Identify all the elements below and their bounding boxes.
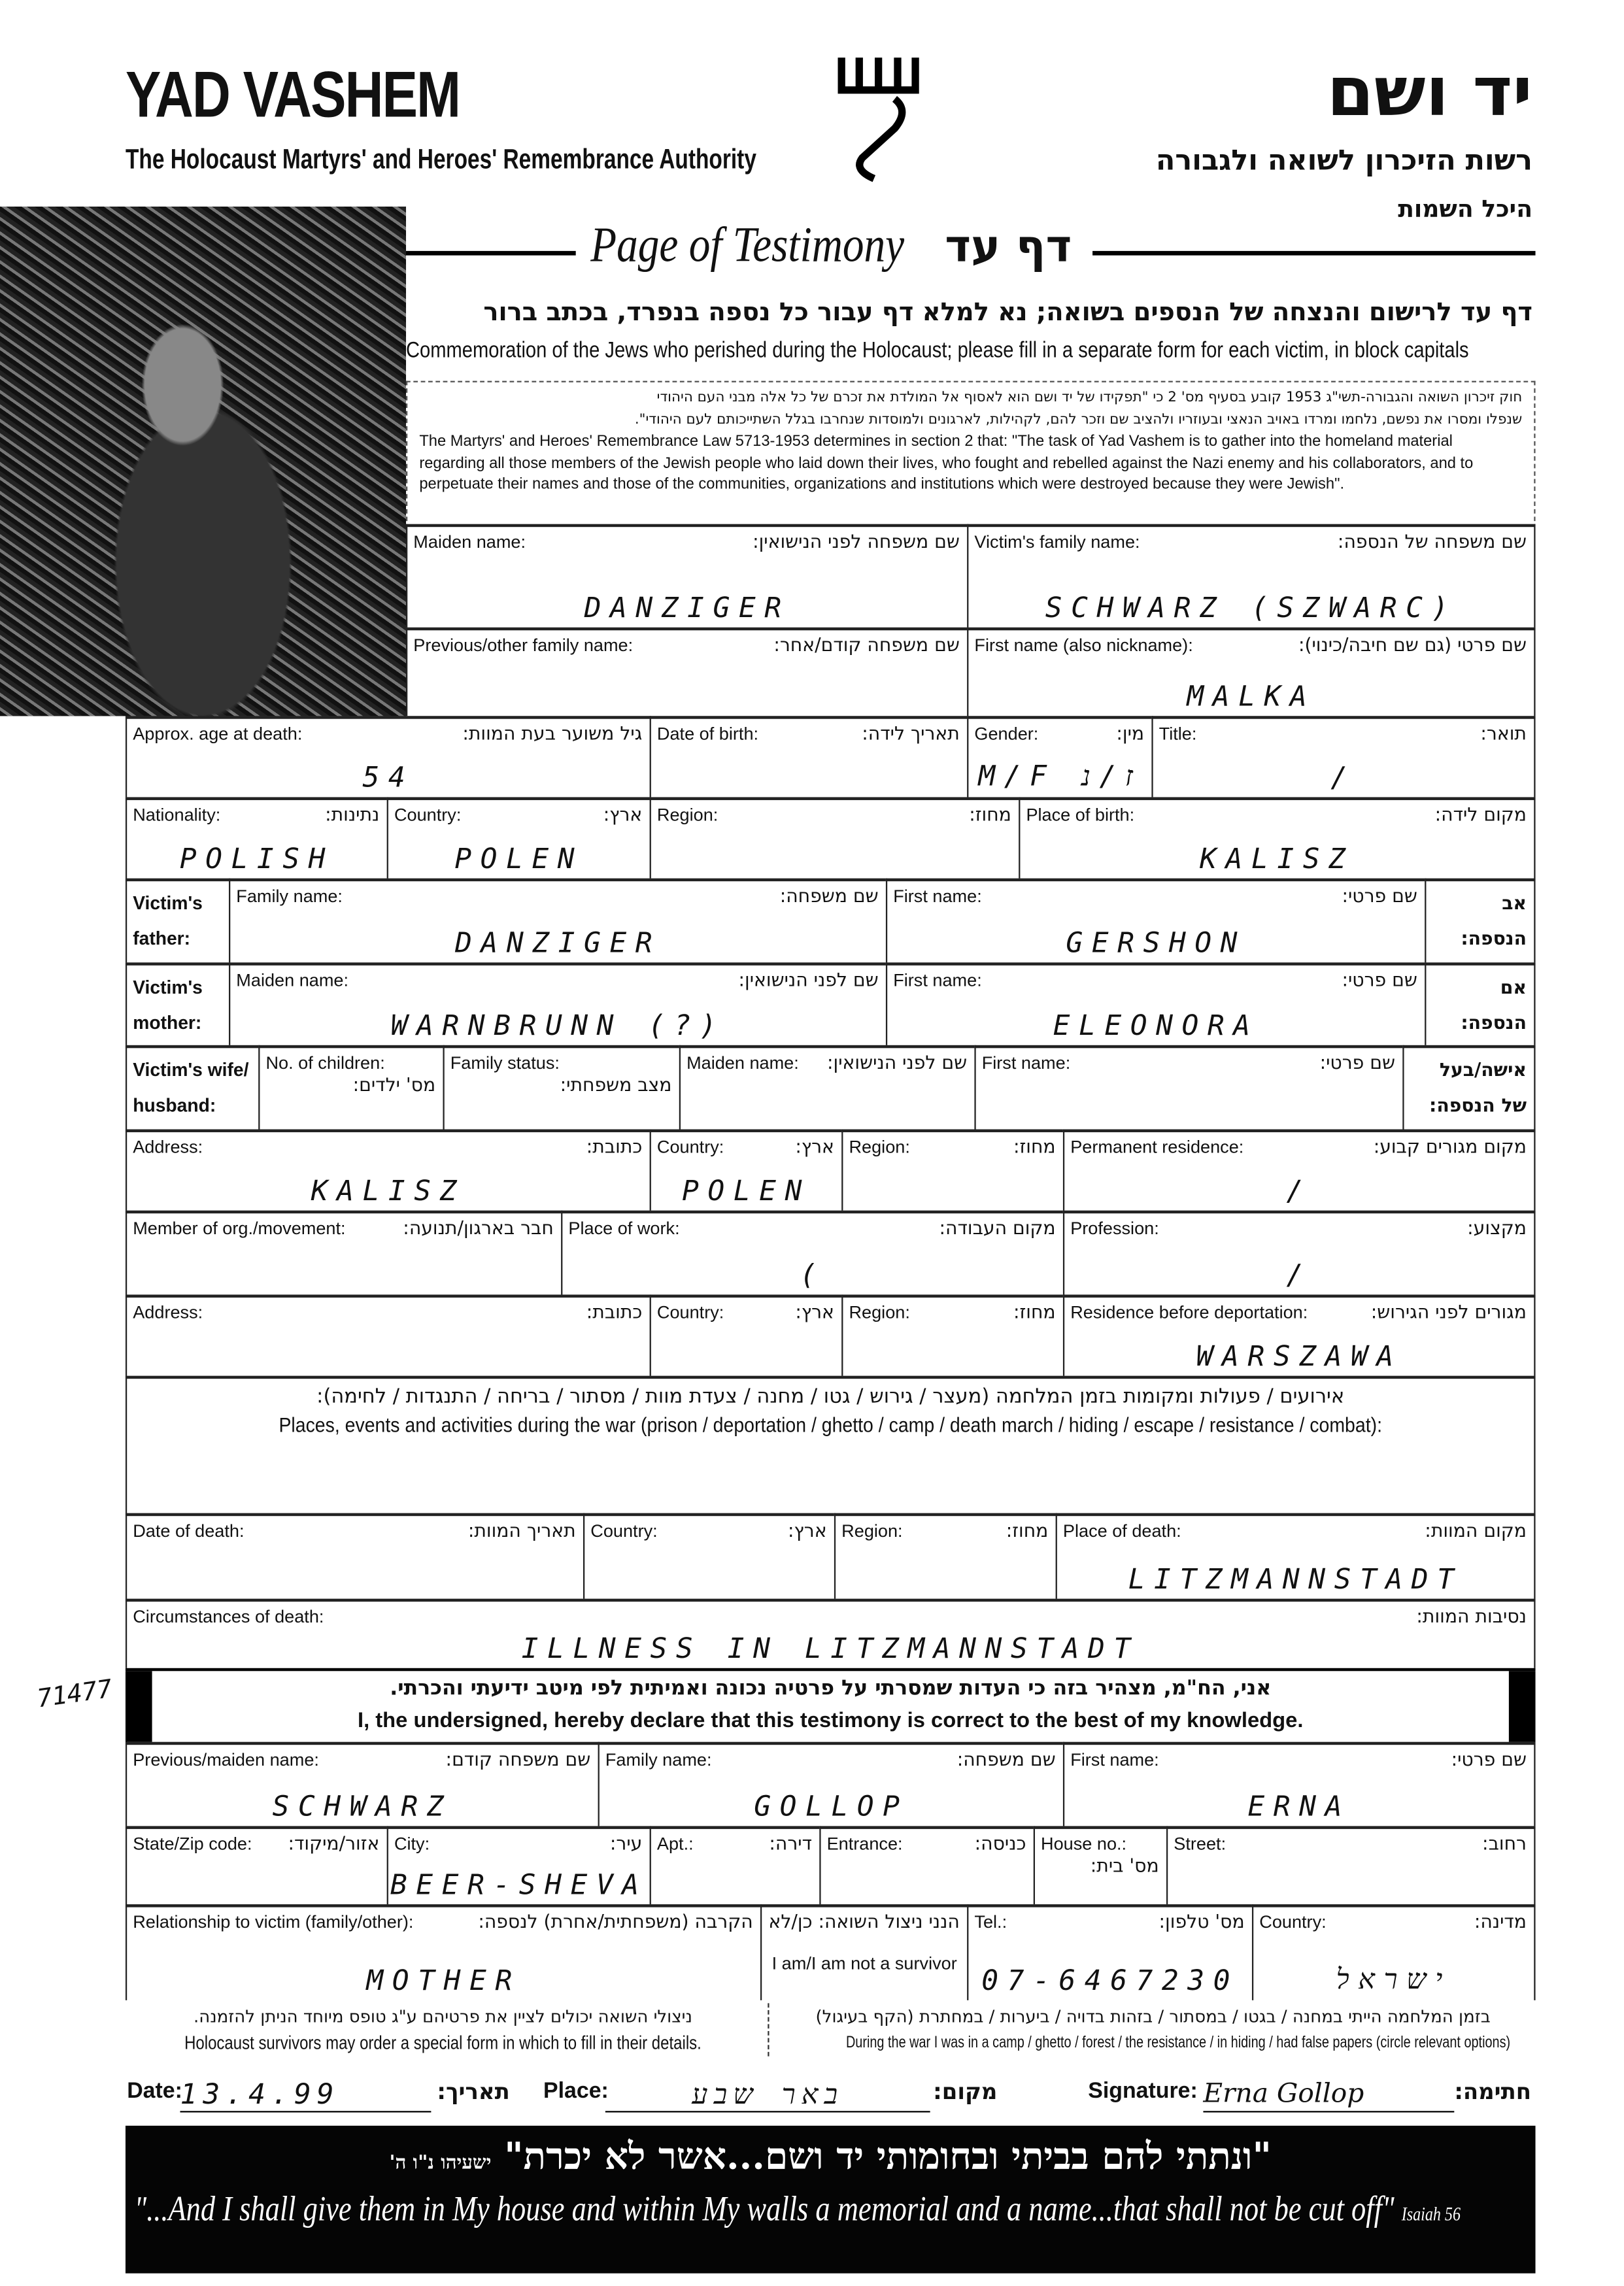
field-value: MOTHER — [366, 1964, 521, 1998]
field-value: 54 — [362, 762, 414, 794]
field-mother-first[interactable] — [886, 962, 1425, 1045]
field-labels — [133, 886, 221, 956]
field-label-hebrew: מקום לידה: — [1434, 803, 1527, 826]
field-sub-house[interactable] — [1034, 1826, 1166, 1904]
field-value: DANZIGER — [584, 592, 790, 625]
field-label-hebrew: שם פרטי: — [1319, 1051, 1395, 1073]
field-label: Region: — [849, 1136, 910, 1158]
field-father-family[interactable] — [229, 879, 886, 963]
field-labels — [1174, 1834, 1527, 1855]
field-labels — [133, 1052, 251, 1123]
field-value: GERSHON — [1066, 927, 1246, 960]
survivor-note-english: Holocaust survivors may order a special form in which to fill in their details. — [184, 2032, 702, 2054]
field-label-hebrew: אב הנספה: — [1461, 891, 1527, 950]
field-label: Member of org./movement: — [133, 1218, 346, 1239]
field-label-hebrew: ארץ: — [795, 1300, 834, 1323]
field-label: Date of birth: — [656, 723, 759, 745]
field-sub-city[interactable] — [387, 1826, 650, 1904]
field-label: Region: — [841, 1520, 903, 1541]
field-labels — [236, 970, 878, 991]
field-labels — [133, 970, 221, 1041]
field-label: Apt.: — [656, 1833, 694, 1855]
field-value: SCHWARZ — [272, 1790, 453, 1823]
field-value: ILLNESS IN LITZMANNSTADT — [521, 1632, 1140, 1666]
field-label: Victim's family name: — [974, 531, 1140, 552]
field-labels — [1070, 1137, 1527, 1158]
field-value: WARNBRUNN (?) — [390, 1009, 726, 1043]
field-sub-tel[interactable] — [967, 1904, 1252, 2000]
field-labels — [1063, 1521, 1527, 1541]
field-label-hebrew: שם משפחה: — [779, 884, 879, 907]
field-region-birth[interactable] — [650, 797, 1019, 878]
field-place-of-death[interactable] — [1056, 1513, 1536, 1599]
field-labels — [1070, 1749, 1527, 1770]
field-nationality[interactable] — [126, 797, 387, 878]
field-label-hebrew: שם פרטי: — [1342, 968, 1417, 991]
banner-cite-english: Isaiah 56 — [1401, 2202, 1461, 2225]
field-spouse-first[interactable] — [974, 1045, 1402, 1130]
field-address2-region[interactable] — [841, 1294, 1063, 1375]
field-gender[interactable] — [967, 716, 1151, 797]
field-labels — [974, 635, 1527, 656]
isaiah-quote-banner — [126, 2126, 1536, 2274]
events-label-hebrew: אירועים / פעולות ומקומות בזמן המלחמה (מעצר / גירוש / גטו / מחנה / צעדת מוות / מסתור / בריחה / התנגדות / לחימה): — [316, 1385, 1345, 1409]
field-label-hebrew: תואר: — [1480, 722, 1527, 745]
field-label-hebrew: שם לפני הנישואין: — [738, 968, 879, 991]
field-label: Residence before deportation: — [1070, 1302, 1308, 1323]
field-labels — [686, 1052, 967, 1073]
field-value: ELEONORA — [1053, 1009, 1259, 1043]
field-labels — [236, 886, 878, 907]
field-labels — [974, 724, 1144, 745]
form-title: Page of Testimony — [590, 218, 905, 273]
field-family-name[interactable] — [967, 524, 1535, 628]
banner-cite-hebrew: ישעיהו נ"ו ה' — [389, 2152, 492, 2175]
field-label-hebrew: שם משפחה של הנספה: — [1337, 529, 1527, 552]
field-labels — [657, 805, 1011, 826]
field-circumstances[interactable] — [126, 1599, 1536, 1668]
field-place-of-birth[interactable] — [1019, 797, 1535, 878]
field-label: Permanent residence: — [1070, 1136, 1244, 1158]
field-label-hebrew: שם פרטי (גם שם חיבה/כינוי): — [1298, 633, 1527, 656]
field-labels — [1070, 1218, 1527, 1239]
place-label: Place: — [543, 2078, 609, 2104]
brand-subtitle: The Holocaust Martyrs' and Heroes' Remembrance Authority — [125, 144, 756, 176]
field-label-hebrew: מדינה: — [1474, 1910, 1527, 1932]
field-labels — [133, 1521, 575, 1541]
intro-english: Commemoration of the Jews who perished during the Holocaust; please fill in a separate form for each victim, in block capitals — [406, 338, 1469, 363]
field-mother-maiden[interactable] — [229, 962, 886, 1045]
field-label-hebrew: תאריך המוות: — [467, 1519, 576, 1541]
field-age[interactable] — [126, 716, 650, 797]
field-labels — [413, 635, 960, 656]
field-labels — [982, 1052, 1395, 1073]
field-spouse-label — [1402, 1045, 1535, 1130]
field-sub-relationship[interactable] — [126, 1904, 760, 2000]
field-label-hebrew: מחוז: — [1013, 1135, 1056, 1158]
field-label: No. of children: — [265, 1052, 385, 1073]
intro-hebrew: דף עד לרישום והנצחה של הנספים בשואה; נא למלא דף עבור כל נספה בנפרד, בכתב ברור — [483, 298, 1533, 328]
events-label-english: Places, events and activities during the war (prison / deportation / ghetto / camp / death march / hiding / escape / resistance / combat): — [279, 1413, 1382, 1437]
field-label: Relationship to victim (family/other): — [133, 1911, 414, 1932]
field-mother-label — [1425, 962, 1535, 1045]
field-labels — [893, 970, 1417, 991]
field-labels — [133, 1911, 753, 1932]
field-label: Country: — [394, 804, 462, 826]
field-label-hebrew: שם לפני הנישואין: — [827, 1051, 968, 1073]
field-label: Family name: — [605, 1749, 712, 1770]
field-value: BEER-SHEVA — [390, 1868, 648, 1902]
field-label-hebrew: שם משפחה: — [956, 1747, 1056, 1770]
field-labels — [568, 1218, 1055, 1239]
field-label-hebrew: ארץ: — [788, 1519, 827, 1541]
field-value: ERNA — [1247, 1790, 1351, 1823]
field-label: State/Zip code: — [133, 1833, 252, 1855]
field-labels — [657, 1302, 834, 1323]
field-label: Maiden name: — [686, 1052, 799, 1073]
field-label: Country: — [656, 1136, 724, 1158]
field-date-of-death[interactable] — [126, 1513, 583, 1599]
field-label: First name: — [893, 885, 982, 907]
field-label-hebrew: מצב משפחתי: — [560, 1073, 672, 1096]
field-place-of-work[interactable] — [561, 1211, 1063, 1295]
field-org[interactable] — [126, 1211, 561, 1295]
field-label: Address: — [133, 1136, 203, 1158]
field-label: Region: — [656, 804, 719, 826]
field-spouse-maiden[interactable] — [679, 1045, 975, 1130]
field-label: First name: — [1070, 1749, 1159, 1770]
wartime-options-note — [768, 2003, 1537, 2056]
field-value: DANZIGER — [455, 927, 662, 960]
signature-value[interactable]: Erna Gollop — [1203, 2079, 1454, 2113]
field-labels — [394, 1834, 642, 1855]
field-labels — [265, 1052, 435, 1095]
field-permanent-residence[interactable] — [1063, 1130, 1536, 1211]
field-label: Address: — [133, 1302, 203, 1323]
field-labels — [590, 1521, 826, 1541]
field-label-hebrew: רחוב: — [1482, 1832, 1527, 1855]
field-address2[interactable] — [126, 1294, 650, 1375]
field-label-hebrew: חבר בארגון/תנועה: — [403, 1216, 554, 1239]
field-label: Country: — [590, 1520, 658, 1541]
field-father-label — [126, 879, 229, 963]
field-label-hebrew: כתובת: — [586, 1135, 643, 1158]
field-label-hebrew: גיל משוער בעת המוות: — [462, 722, 643, 745]
field-labels — [133, 1749, 590, 1770]
field-value: M/F ז/נ — [978, 760, 1142, 793]
field-mother-label — [126, 962, 229, 1045]
field-label-hebrew: הנני ניצול השואה: כן/לא — [768, 1910, 960, 1932]
field-sub-state[interactable] — [126, 1826, 387, 1904]
field-label: Country: — [1259, 1911, 1327, 1932]
field-address2-country[interactable] — [650, 1294, 842, 1375]
field-label-hebrew: מין: — [1116, 722, 1145, 745]
field-labels — [605, 1749, 1056, 1770]
declaration-english: I, the undersigned, hereby declare that this testimony is correct to the best of my knowledge. — [357, 1709, 1304, 1734]
field-sub-survivor[interactable] — [760, 1904, 967, 2000]
field-labels — [1432, 886, 1527, 956]
field-label: Previous/other family name: — [413, 635, 634, 656]
field-value: GOLLOP — [754, 1790, 909, 1823]
field-label: Maiden name: — [236, 969, 349, 991]
field-residence-before[interactable] — [1063, 1294, 1536, 1375]
field-previous-family-name[interactable] — [406, 628, 967, 716]
field-label: Victim's father: — [133, 893, 203, 950]
field-label-hebrew: שם משפחה לפני הנישואין: — [753, 529, 960, 552]
field-value: WARSZAWA — [1196, 1340, 1402, 1373]
field-labels — [657, 1834, 812, 1855]
field-label-hebrew: כניסה: — [974, 1832, 1026, 1855]
field-label-hebrew: אם הנספה: — [1461, 975, 1527, 1034]
field-label: Approx. age at death: — [133, 723, 303, 745]
field-labels — [394, 805, 642, 826]
field-sub-entrance[interactable] — [819, 1826, 1033, 1904]
field-family-status[interactable] — [443, 1045, 679, 1130]
field-label: Family name: — [236, 885, 343, 907]
field-labels — [133, 1606, 1527, 1627]
field-label: First name: — [981, 1052, 1071, 1073]
field-sub-family[interactable] — [598, 1742, 1063, 1826]
field-label-hebrew: דירה: — [769, 1832, 813, 1855]
survivor-note-hebrew: ניצולי השואה יכולים לציין את פרטיהם ע"ג טופס מיוחד הניתן להזמנה. — [194, 2006, 692, 2027]
victim-photo-overlay — [0, 207, 406, 716]
law-text-english: The Martyrs' and Heroes' Remembrance Law 5713-1953 determines in section 2 that: "The task of Yad Vashem is to gather into the homeland material regarding all those members of the Jewish people who laid down their lives, who fought and rebelled against the Nazi enemy and his collaborators, and to perpetuate their names and those of the communities, organizations and institutions which were destroyed because they were Jewish". — [419, 432, 1474, 494]
field-label-hebrew: מס' בית: — [1090, 1854, 1159, 1877]
field-label: Maiden name: — [413, 531, 526, 552]
field-father-first[interactable] — [886, 879, 1425, 963]
field-spouse-label — [126, 1045, 258, 1130]
field-label: Place of work: — [568, 1218, 680, 1239]
field-label-hebrew: מקום העבודה: — [939, 1216, 1056, 1239]
field-label-hebrew: נסיבות המוות: — [1416, 1604, 1527, 1627]
signature-label-hebrew: חתימה: — [1454, 2078, 1532, 2106]
field-label: Entrance: — [826, 1833, 903, 1855]
field-label-hebrew: הקרבה (משפחתית/אחרת) לנספה: — [478, 1910, 753, 1932]
field-label: House no.: — [1041, 1833, 1127, 1855]
field-labels — [133, 1302, 642, 1323]
declaration-hebrew: אני, הח"מ, מצהיר בזה כי העדות שמסרתי על פרטיה נכונה ואמיתית לפי מיטב ידיעתי והכרתי. — [390, 1677, 1272, 1701]
law-text-hebrew-2: שנפלו ומסרו את נפשם, נלחמו ומרדו באויב הנאצי ובעוזריו ולהציב שם וזכר להם, לקהילות, לארגונים ולמוסדות שנחרבו בגלל השתייכותם לעם היהודי". — [634, 411, 1523, 428]
field-label-hebrew: מחוז: — [969, 803, 1011, 826]
field-label: First name (also nickname): — [974, 635, 1193, 656]
field-labels — [841, 1521, 1048, 1541]
field-label-hebrew: מחוז: — [1006, 1519, 1049, 1541]
field-country-birth[interactable] — [387, 797, 650, 878]
field-labels — [1041, 1834, 1159, 1876]
field-labels — [768, 1911, 960, 1932]
field-label-hebrew: שם פרטי: — [1342, 884, 1417, 907]
field-sub-first[interactable] — [1063, 1742, 1536, 1826]
field-label: First name: — [893, 969, 982, 991]
field-labels — [133, 805, 379, 826]
field-labels — [849, 1302, 1055, 1323]
banner-quote-english: "...And I shall give them in My house and within My walls a memorial and a name...that shall not be cut off" Isaiah 56 — [134, 2191, 1461, 2229]
field-labels — [974, 531, 1527, 552]
field-label-hebrew: מקצוע: — [1467, 1216, 1527, 1239]
field-labels — [1159, 724, 1527, 745]
field-children[interactable] — [258, 1045, 443, 1130]
field-label-hebrew: מגורים לפני הגירוש: — [1370, 1300, 1527, 1323]
field-label-hebrew: מחוז: — [1013, 1300, 1056, 1323]
field-labels — [1259, 1911, 1527, 1932]
field-label-hebrew: כתובת: — [586, 1300, 643, 1323]
field-sub-apt[interactable] — [650, 1826, 820, 1904]
field-label-hebrew: מקום המוות: — [1425, 1519, 1527, 1541]
field-label-hebrew: ארץ: — [795, 1135, 834, 1158]
field-label-hebrew: אישה/בעל של הנספה: — [1429, 1058, 1527, 1117]
field-sub-prev-name[interactable] — [126, 1742, 598, 1826]
field-label: Street: — [1174, 1833, 1226, 1855]
field-label: Country: — [656, 1302, 724, 1323]
field-label: Family status: — [450, 1052, 560, 1073]
field-label-hebrew: אזור/מיקוד: — [288, 1832, 380, 1855]
field-labels — [849, 1137, 1055, 1158]
field-label: Victim's mother: — [133, 977, 203, 1034]
field-labels — [1432, 970, 1527, 1041]
field-label-hebrew: שם פרטי: — [1451, 1747, 1527, 1770]
title-rule — [1092, 251, 1535, 256]
field-label: Gender: — [974, 723, 1039, 745]
place-label-hebrew: מקום: — [933, 2078, 998, 2106]
field-value: / — [1286, 1175, 1312, 1208]
signature-label: Signature: — [1088, 2078, 1198, 2104]
field-value: KALISZ — [311, 1175, 466, 1208]
title-rule — [406, 251, 576, 256]
field-labels — [133, 1137, 642, 1158]
field-dob[interactable] — [650, 716, 968, 797]
field-profession[interactable] — [1063, 1211, 1536, 1295]
field-label: Title: — [1159, 723, 1197, 745]
field-label-hebrew: מס' ילדים: — [352, 1073, 436, 1096]
field-first-name[interactable] — [967, 628, 1535, 716]
wartime-note-hebrew: בזמן המלחמה הייתי במחנה / בגטו / במסתור / בזהות בדויה / ביערות / במחתרת (הקף בעיגול) — [815, 2006, 1491, 2027]
field-label: Circumstances of death: — [133, 1605, 324, 1627]
declaration-box — [126, 1668, 1536, 1745]
field-labels — [974, 1911, 1244, 1932]
law-text-hebrew-1: חוק זיכרון השואה והגבורה-תשי"ג 1953 קובע בסעיף מס' 2 כי "תפקידו של יד ושם הוא לאסוף אל המולדת את זכרם של כל אלה מבני העם היהודי — [656, 390, 1523, 407]
field-labels — [1410, 1052, 1527, 1123]
wartime-note-english: During the war I was in a camp / ghetto / forest / the resistance / in hiding / had false papers (circle relevant options) — [845, 2034, 1511, 2052]
field-label: Nationality: — [133, 804, 221, 826]
field-label: Place of birth: — [1026, 804, 1135, 826]
field-address[interactable] — [126, 1130, 650, 1211]
field-address-region[interactable] — [841, 1130, 1063, 1211]
field-label: Date of death: — [133, 1520, 245, 1541]
field-value: POLEN — [454, 843, 584, 876]
field-value: I am/I am not a survivor — [771, 1953, 957, 1974]
field-labels — [413, 531, 960, 552]
field-labels — [133, 1834, 379, 1855]
field-labels — [893, 886, 1417, 907]
banner-quote-hebrew: "ונתתי להם בביתי ובחומותי יד ושם...אשר לא יכרת" ישעיהו נ"ו ה' — [389, 2134, 1272, 2177]
field-labels — [133, 1218, 554, 1239]
field-label: Profession: — [1070, 1218, 1159, 1239]
field-labels — [1026, 805, 1527, 826]
field-value: / — [1330, 762, 1357, 794]
survivor-form-note — [133, 2003, 753, 2056]
field-sub-country[interactable] — [1252, 1904, 1536, 2000]
form-title-hebrew: דף עד — [945, 221, 1072, 273]
law-text-box — [406, 381, 1536, 522]
date-label: Date: — [127, 2078, 182, 2104]
field-label-hebrew: מס' טלפון: — [1159, 1910, 1245, 1932]
field-value: ( — [800, 1259, 826, 1292]
field-value: POLISH — [179, 843, 335, 876]
field-label-hebrew: שם משפחה קודם: — [445, 1747, 591, 1770]
brand-subtitle-hebrew: רשות הזיכרון לשואה ולגבורה — [1155, 144, 1533, 177]
field-value: / — [1286, 1259, 1312, 1292]
brand-name-hebrew: יד ושם — [1327, 52, 1533, 131]
place-value[interactable]: באר שבע — [605, 2079, 930, 2113]
field-value: LITZMANNSTADT — [1128, 1563, 1463, 1596]
brand-name: YAD VASHEM — [125, 59, 460, 131]
field-address-country[interactable] — [650, 1130, 842, 1211]
field-sub-street[interactable] — [1166, 1826, 1536, 1904]
field-label: Victim's wife/ husband: — [133, 1060, 249, 1117]
field-death-country[interactable] — [583, 1513, 834, 1599]
field-label-hebrew: עיר: — [609, 1832, 643, 1855]
field-labels — [1070, 1302, 1527, 1323]
date-label-hebrew: תאריך: — [437, 2078, 510, 2106]
field-value: POLEN — [682, 1175, 811, 1208]
field-labels — [450, 1052, 672, 1095]
field-labels — [657, 724, 960, 745]
field-label: Place of death: — [1062, 1520, 1181, 1541]
field-label-hebrew: ארץ: — [603, 803, 643, 826]
date-value[interactable]: 13.4.99 — [180, 2079, 431, 2113]
field-value: SCHWARZ (SZWARC) — [1045, 592, 1457, 625]
yad-vashem-logo-icon — [830, 52, 927, 184]
field-label: Tel.: — [974, 1911, 1007, 1932]
field-value: KALISZ — [1200, 843, 1355, 876]
field-labels — [657, 1137, 834, 1158]
field-value: ישראל — [1336, 1963, 1451, 1996]
field-death-region[interactable] — [834, 1513, 1056, 1599]
field-labels — [827, 1834, 1026, 1855]
field-label: Previous/maiden name: — [133, 1749, 319, 1770]
field-labels — [133, 724, 642, 745]
hall-of-names-hebrew: היכל השמות — [1398, 195, 1533, 223]
field-label-hebrew: שם משפחה קודם/אחר: — [773, 633, 960, 656]
field-father-label — [1425, 879, 1535, 963]
field-label-hebrew: נתינות: — [325, 803, 380, 826]
field-label: City: — [394, 1833, 430, 1855]
field-value: MALKA — [1187, 681, 1316, 713]
field-maiden-name[interactable] — [406, 524, 967, 628]
field-value: 07-6467230 — [981, 1964, 1240, 1998]
field-label: Region: — [849, 1302, 910, 1323]
field-title[interactable] — [1151, 716, 1535, 797]
field-label-hebrew: תאריך לידה: — [862, 722, 960, 745]
field-label-hebrew: מקום מגורים קבוע: — [1373, 1135, 1527, 1158]
margin-handwritten-number: 71477 — [35, 1675, 114, 1715]
